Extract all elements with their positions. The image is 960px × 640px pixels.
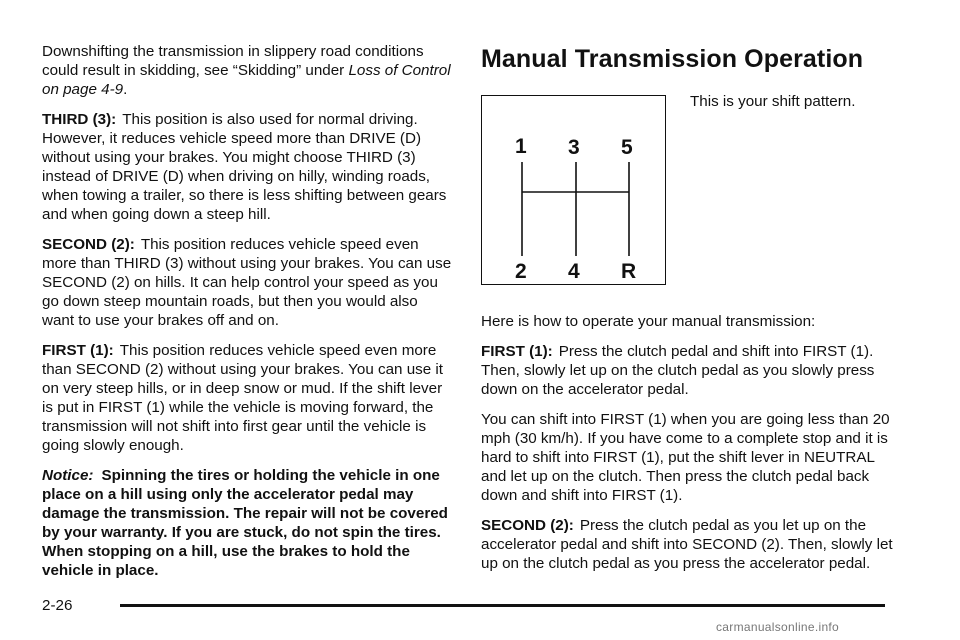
watermark: carmanualsonline.info [716, 620, 840, 634]
second-text: This position reduces vehicle speed even more than THIRD (3) without using your brakes. You can use SECOND (2) on hills. It can help control your speed as you go down steep mountain roads, but then you would also want to use your brakes off and on. [42, 236, 452, 329]
third-text: This position is also used for normal driving. However, it reduces vehicle speed more than DRIVE (D) without using your brakes. You might choose THIRD (3) instead of DRIVE (D) when driving on hilly, winding roads, when towing a trailer, so there is less shifting between gears and when going down a steep hill. [42, 111, 447, 223]
shift-caption: This is your shift pattern. [690, 93, 856, 110]
manual-first-more-paragraph: You can shift into FIRST (1) when you are going less than 20 mph (30 km/h). If you have come to a complete stop and it is hard to shift into FIRST (1), put the shift lever in NEUTRAL and let up on the clutch. Then press the clutch pedal back down and shift into FIRST (1). [481, 411, 890, 504]
page-number: 2-26 [42, 597, 73, 614]
first-paragraph [42, 341, 452, 455]
shift-pattern-diagram [481, 95, 666, 285]
first-term: FIRST (1): [42, 342, 114, 359]
intro-end: . [123, 81, 128, 98]
gear-1-label: 1 [515, 135, 527, 158]
howto-paragraph: Here is how to operate your manual transmission: [481, 313, 816, 330]
first-text: This position reduces vehicle speed even more than SECOND (2) without using your brakes. You can use it on very steep hills, or in deep snow or mud. If the shift lever is put in FIRST (1) while the vehicle is moving forward, the transmission will not shift into first gear until the vehicle is going slowly enough. [42, 342, 443, 454]
second-term: SECOND (2): [42, 236, 135, 253]
gear-r-label: R [621, 260, 637, 283]
manual-first-term: FIRST (1): [481, 343, 553, 360]
gear-5-label: 5 [621, 136, 633, 159]
manual-second-text: Press the clutch pedal as you let up on the accelerator pedal and shift into SECOND (2). Then, slowly let up on the clutch pedal as you press the accelerator pedal. [481, 517, 893, 572]
left-column [42, 42, 452, 591]
notice-label: Notice: [42, 467, 94, 484]
manual-first-text: Press the clutch pedal and shift into FIRST (1). Then, slowly let up on the clutch pedal as you slowly press down on the accelerator pedal. [481, 343, 875, 398]
right-column-text [481, 312, 901, 584]
section-heading: Manual Transmission Operation [481, 45, 864, 73]
gear-2-label: 2 [515, 260, 527, 283]
shift-pattern-svg [482, 96, 667, 286]
intro-reference: Loss of Control on page 4-9 [42, 62, 451, 98]
footer-rule [120, 604, 885, 607]
intro-text: Downshifting the transmission in slippery road conditions could result in skidding, see “Skidding” under [42, 43, 424, 79]
gear-4-label: 4 [568, 260, 580, 283]
gear-3-label: 3 [568, 136, 580, 159]
manual-second-paragraph [481, 516, 901, 573]
notice-text: Spinning the tires or holding the vehicle in one place on a hill using only the accelerator pedal may damage the transmission. The repair will not be covered by your warranty. If you are stuck, do not spin the tires. When stopping on a hill, use the brakes to hold the vehicle in place. [42, 467, 448, 579]
manual-first-paragraph [481, 342, 901, 399]
manual-second-term: SECOND (2): [481, 517, 574, 534]
intro-paragraph [42, 42, 452, 99]
third-term: THIRD (3): [42, 111, 117, 128]
second-paragraph [42, 235, 452, 330]
notice-paragraph [42, 466, 452, 580]
third-paragraph [42, 110, 452, 224]
